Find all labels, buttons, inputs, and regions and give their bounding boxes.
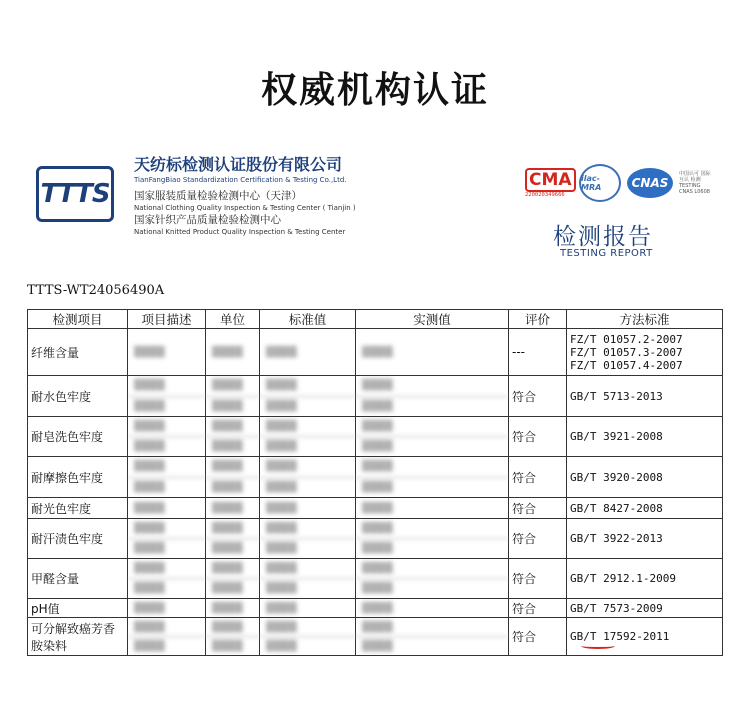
redacted-value: ▒▒▒▒ bbox=[206, 396, 259, 417]
measured-value-cell-redacted bbox=[356, 498, 509, 519]
standard-value-cell-redacted bbox=[260, 329, 356, 376]
redacted-value: ▒▒▒▒ bbox=[128, 578, 205, 598]
redacted-value: ▒▒▒▒ bbox=[260, 636, 355, 655]
redacted-value: ▒▒▒▒ bbox=[266, 502, 297, 514]
redacted-value: ▒▒▒▒ bbox=[362, 380, 393, 392]
table-row bbox=[28, 417, 723, 457]
redacted-value: ▒▒▒▒ bbox=[134, 523, 165, 534]
standard-value-cell-redacted bbox=[260, 599, 356, 618]
report-title: 检测报告 bbox=[553, 224, 653, 250]
redacted-value: ▒▒▒▒ bbox=[266, 346, 297, 358]
unit-cell-redacted bbox=[206, 417, 260, 457]
rating-cell: 符合 bbox=[509, 417, 567, 457]
redacted-value: ▒▒▒▒ bbox=[356, 578, 508, 598]
measured-value-cell-redacted bbox=[356, 457, 509, 498]
rating-cell: 符合 bbox=[509, 519, 567, 559]
redacted-value: ▒▒▒▒ bbox=[128, 396, 205, 417]
unit-cell-redacted bbox=[206, 599, 260, 618]
test-item-cell: 可分解致癌芳香胺染料 bbox=[28, 618, 128, 656]
method-standard-cell bbox=[567, 329, 723, 376]
redacted-value: ▒▒▒▒ bbox=[212, 621, 243, 633]
redacted-value: ▒▒▒▒ bbox=[206, 477, 259, 498]
redacted-value: ▒▒▒▒ bbox=[260, 538, 355, 558]
redacted-value: ▒▒▒▒ bbox=[128, 636, 205, 655]
method-standard: FZ/T 01057.3-2007 bbox=[570, 345, 683, 359]
redacted-value: ▒▒▒▒ bbox=[134, 563, 165, 574]
redacted-value: ▒▒▒▒ bbox=[362, 421, 393, 432]
cma-text: CMA bbox=[525, 168, 576, 192]
redacted-value: ▒▒▒▒ bbox=[206, 636, 259, 655]
redacted-value: ▒▒▒▒ bbox=[134, 380, 165, 392]
redacted-value: ▒▒▒▒ bbox=[212, 523, 243, 534]
method-standard-cell bbox=[567, 618, 723, 656]
redacted-value: ▒▒▒▒ bbox=[128, 477, 205, 498]
cnas-logo: CNAS bbox=[627, 168, 673, 198]
redacted-value: ▒▒▒▒ bbox=[266, 523, 297, 534]
measured-value-cell-redacted bbox=[356, 329, 509, 376]
redacted-value: ▒▒▒▒ bbox=[362, 523, 393, 534]
test-item-cell: 耐水色牢度 bbox=[28, 376, 128, 417]
measured-value-cell-redacted bbox=[356, 599, 509, 618]
center-name-2: 国家针织产品质量检验检测中心 bbox=[134, 214, 281, 226]
rating-cell: 符合 bbox=[509, 376, 567, 417]
redacted-value: ▒▒▒▒ bbox=[356, 538, 508, 558]
description-cell-redacted bbox=[128, 498, 206, 519]
standard-value-cell-redacted bbox=[260, 618, 356, 656]
redacted-value: ▒▒▒▒ bbox=[260, 436, 355, 456]
standard-value-cell-redacted bbox=[260, 559, 356, 599]
standard-value-cell-redacted bbox=[260, 519, 356, 559]
test-item-cell: 耐摩擦色牢度 bbox=[28, 457, 128, 498]
description-cell-redacted bbox=[128, 559, 206, 599]
unit-cell-redacted bbox=[206, 329, 260, 376]
report-title-en: TESTING REPORT bbox=[560, 248, 653, 259]
description-cell-redacted bbox=[128, 519, 206, 559]
redacted-value: ▒▒▒▒ bbox=[266, 602, 297, 614]
redacted-value: ▒▒▒▒ bbox=[212, 502, 243, 514]
redacted-value: ▒▒▒▒ bbox=[128, 538, 205, 558]
redacted-value: ▒▒▒▒ bbox=[134, 461, 165, 473]
measured-value-cell-redacted bbox=[356, 417, 509, 457]
ttts-logo bbox=[36, 166, 114, 222]
report-number: TTTS-WT24056490A bbox=[27, 283, 165, 298]
method-standard-cell bbox=[567, 457, 723, 498]
standard-value-cell-redacted bbox=[260, 498, 356, 519]
certification-marks bbox=[525, 163, 713, 203]
standard-value-cell-redacted bbox=[260, 417, 356, 457]
rating-cell: --- bbox=[509, 329, 567, 376]
table-row bbox=[28, 618, 723, 656]
table-row bbox=[28, 519, 723, 559]
redacted-value: ▒▒▒▒ bbox=[266, 421, 297, 432]
method-standard-cell bbox=[567, 417, 723, 457]
description-cell-redacted bbox=[128, 329, 206, 376]
header-measured-value: 实测值 bbox=[356, 310, 509, 329]
rating-cell: 符合 bbox=[509, 457, 567, 498]
redacted-value: ▒▒▒▒ bbox=[362, 346, 393, 358]
redacted-value: ▒▒▒▒ bbox=[260, 477, 355, 498]
description-cell-redacted bbox=[128, 618, 206, 656]
rating-cell: 符合 bbox=[509, 618, 567, 656]
header-description: 项目描述 bbox=[128, 310, 206, 329]
organization-name: 天纺标检测认证股份有限公司 bbox=[134, 155, 343, 174]
redacted-value: ▒▒▒▒ bbox=[128, 436, 205, 456]
measured-value-cell-redacted bbox=[356, 618, 509, 656]
method-standard-cell bbox=[567, 599, 723, 618]
redacted-value: ▒▒▒▒ bbox=[134, 602, 165, 614]
test-results-table bbox=[27, 309, 723, 656]
redacted-value: ▒▒▒▒ bbox=[356, 436, 508, 456]
header-rating: 评价 bbox=[509, 310, 567, 329]
redacted-value: ▒▒▒▒ bbox=[134, 346, 165, 358]
logo-text: TTTS bbox=[40, 179, 110, 209]
ilac-mra-logo: ilac-MRA bbox=[579, 164, 621, 202]
measured-value-cell-redacted bbox=[356, 519, 509, 559]
center-name-1-en: National Clothing Quality Inspection & Testing Center ( Tianjin ) bbox=[134, 204, 356, 212]
rating-cell: 符合 bbox=[509, 559, 567, 599]
redacted-value: ▒▒▒▒ bbox=[266, 563, 297, 574]
table-row bbox=[28, 498, 723, 519]
unit-cell-redacted bbox=[206, 618, 260, 656]
unit-cell-redacted bbox=[206, 498, 260, 519]
page-title: 权威机构认证 bbox=[260, 70, 489, 111]
measured-value-cell-redacted bbox=[356, 559, 509, 599]
table-row bbox=[28, 559, 723, 599]
center-name-1: 国家服装质量检验检测中心（天津） bbox=[134, 190, 302, 202]
description-cell-redacted bbox=[128, 417, 206, 457]
header-standard-value: 标准值 bbox=[260, 310, 356, 329]
method-standard-cell bbox=[567, 519, 723, 559]
method-standard: GB/T 3920-2008 bbox=[570, 470, 663, 484]
method-standard: FZ/T 01057.4-2007 bbox=[570, 358, 683, 372]
redacted-value: ▒▒▒▒ bbox=[206, 538, 259, 558]
unit-cell-redacted bbox=[206, 559, 260, 599]
method-standard-cell bbox=[567, 376, 723, 417]
redacted-value: ▒▒▒▒ bbox=[260, 578, 355, 598]
unit-cell-redacted bbox=[206, 457, 260, 498]
method-standard: FZ/T 01057.2-2007 bbox=[570, 332, 683, 346]
unit-cell-redacted bbox=[206, 376, 260, 417]
method-standard: GB/T 5713-2013 bbox=[570, 389, 663, 403]
method-standard: GB/T 7573-2009 bbox=[570, 601, 663, 615]
redacted-value: ▒▒▒▒ bbox=[362, 621, 393, 633]
description-cell-redacted bbox=[128, 376, 206, 417]
redacted-value: ▒▒▒▒ bbox=[134, 421, 165, 432]
redacted-value: ▒▒▒▒ bbox=[362, 602, 393, 614]
redacted-value: ▒▒▒▒ bbox=[356, 396, 508, 417]
test-item-cell: 纤维含量 bbox=[28, 329, 128, 376]
rating-cell: 符合 bbox=[509, 599, 567, 618]
redacted-value: ▒▒▒▒ bbox=[266, 621, 297, 633]
method-standard: GB/T 17592-2011 bbox=[570, 630, 670, 643]
redacted-value: ▒▒▒▒ bbox=[356, 636, 508, 655]
center-name-2-en: National Knitted Product Quality Inspection & Testing Center bbox=[134, 228, 346, 236]
redacted-value: ▒▒▒▒ bbox=[362, 461, 393, 473]
test-item-cell: 耐皂洗色牢度 bbox=[28, 417, 128, 457]
redacted-value: ▒▒▒▒ bbox=[260, 396, 355, 417]
measured-value-cell-redacted bbox=[356, 376, 509, 417]
method-standard: GB/T 3921-2008 bbox=[570, 430, 663, 443]
redacted-value: ▒▒▒▒ bbox=[206, 436, 259, 456]
description-cell-redacted bbox=[128, 457, 206, 498]
redacted-value: ▒▒▒▒ bbox=[362, 502, 393, 514]
method-standard-cell bbox=[567, 498, 723, 519]
test-item-cell: 耐光色牢度 bbox=[28, 498, 128, 519]
red-underline-mark bbox=[581, 643, 615, 649]
method-standard: GB/T 3922-2013 bbox=[570, 532, 663, 545]
redacted-value: ▒▒▒▒ bbox=[266, 380, 297, 392]
table-row bbox=[28, 329, 723, 376]
redacted-value: ▒▒▒▒ bbox=[212, 602, 243, 614]
redacted-value: ▒▒▒▒ bbox=[212, 421, 243, 432]
redacted-value: ▒▒▒▒ bbox=[212, 380, 243, 392]
organization-info bbox=[134, 155, 394, 237]
table-row bbox=[28, 376, 723, 417]
test-item-cell: 耐汗渍色牢度 bbox=[28, 519, 128, 559]
method-standard: GB/T 8427-2008 bbox=[570, 501, 663, 515]
test-item-cell: 甲醛含量 bbox=[28, 559, 128, 599]
method-standard-cell bbox=[567, 559, 723, 599]
cnas-caption: 中国认可 国际互认 检测 TESTING CNAS L0608 bbox=[679, 171, 711, 195]
redacted-value: ▒▒▒▒ bbox=[134, 502, 165, 514]
table-row bbox=[28, 599, 723, 618]
standard-value-cell-redacted bbox=[260, 457, 356, 498]
rating-cell: 符合 bbox=[509, 498, 567, 519]
header-method-standard: 方法标准 bbox=[567, 310, 723, 329]
table-header-row bbox=[28, 310, 723, 329]
standard-value-cell-redacted bbox=[260, 376, 356, 417]
redacted-value: ▒▒▒▒ bbox=[356, 477, 508, 498]
unit-cell-redacted bbox=[206, 519, 260, 559]
redacted-value: ▒▒▒▒ bbox=[266, 461, 297, 473]
redacted-value: ▒▒▒▒ bbox=[212, 563, 243, 574]
redacted-value: ▒▒▒▒ bbox=[206, 578, 259, 598]
redacted-value: ▒▒▒▒ bbox=[362, 563, 393, 574]
header-unit: 单位 bbox=[206, 310, 260, 329]
redacted-value: ▒▒▒▒ bbox=[212, 346, 243, 358]
redacted-value: ▒▒▒▒ bbox=[134, 621, 165, 633]
method-standard: GB/T 2912.1-2009 bbox=[570, 572, 676, 585]
redacted-value: ▒▒▒▒ bbox=[212, 461, 243, 473]
organization-name-en: TianFangBiao Standardization Certification & Testing Co.,Ltd. bbox=[134, 176, 347, 184]
cma-logo bbox=[525, 164, 573, 202]
cma-number: 220020349666 bbox=[525, 192, 565, 198]
description-cell-redacted bbox=[128, 599, 206, 618]
header-test-item: 检测项目 bbox=[28, 310, 128, 329]
table-row bbox=[28, 457, 723, 498]
test-item-cell: pH值 bbox=[28, 599, 128, 618]
